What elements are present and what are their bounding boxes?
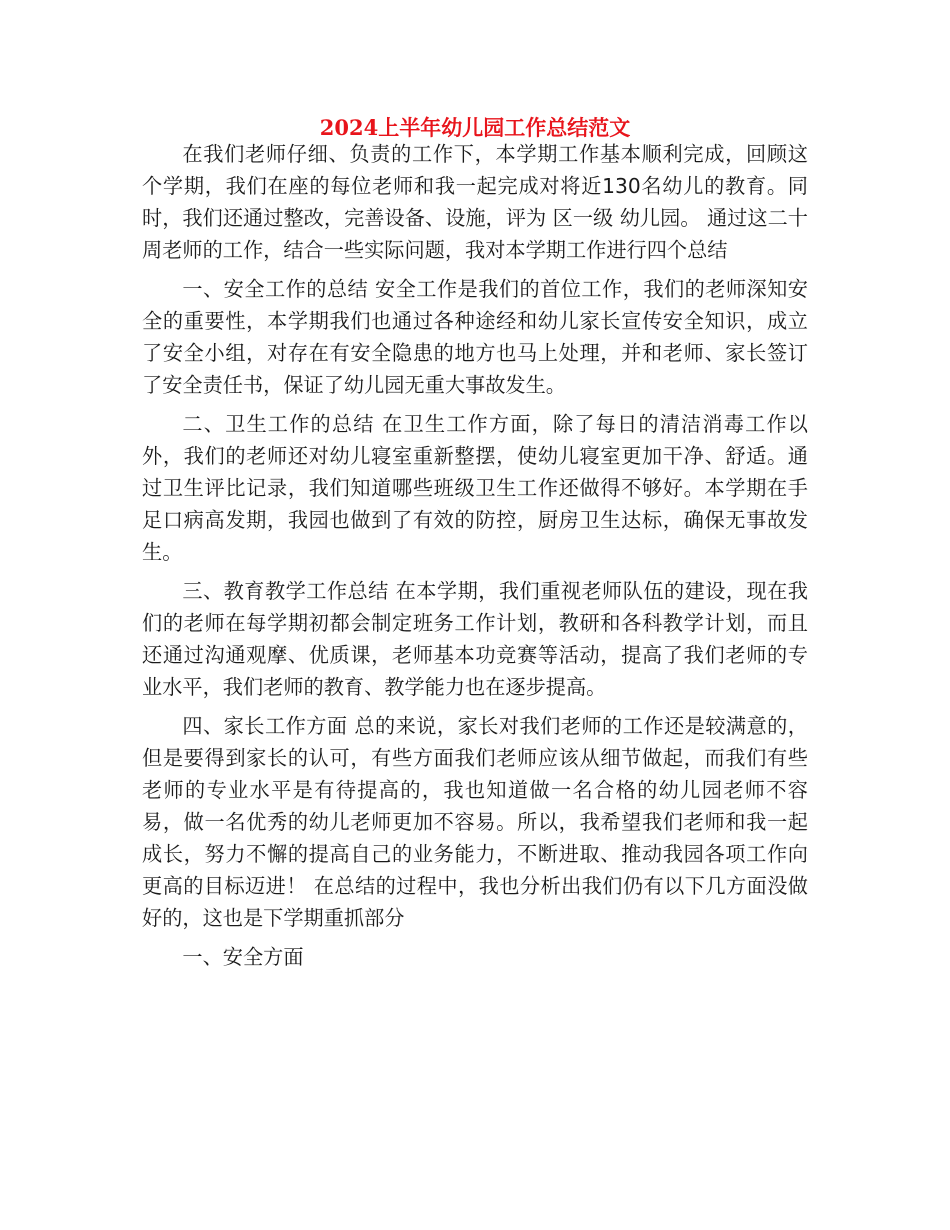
paragraph-intro: 在我们老师仔细、负责的工作下，本学期工作基本顺利完成，回顾这个学期，我们在座的每位老师和我一起完成对将近130名幼儿的教育。同时，我们还通过整改，完善设备、设施，评为 区一级 幼儿园。 通过这二十周老师的工作，结合一些实际问题，我对本学期工作进行四个总结	[142, 142, 808, 262]
paragraph-teaching-summary: 三、教育教学工作总结 在本学期，我们重视老师队伍的建设，现在我们的老师在每学期初都会制定班务工作计划，教研和各科教学计划，而且还通过沟通观摩、优质课，老师基本功竞赛等活动，提高了我们老师的专业水平，我们老师的教育、教学能力也在逐步提高。	[142, 579, 808, 699]
paragraph-safety-summary: 一、安全工作的总结 安全工作是我们的首位工作，我们的老师深知安全的重要性，本学期我们也通过各种途经和幼儿家长宣传安全知识，成立了安全小组，对存在有安全隐患的地方也马上处理，并和老师、家长签订了安全责任书，保证了幼儿园无重大事故发生。	[142, 277, 808, 397]
document-body	[142, 138, 808, 980]
paragraph-hygiene-summary: 二、卫生工作的总结 在卫生工作方面，除了每日的清洁消毒工作以外，我们的老师还对幼儿寝室重新整摆，使幼儿寝室更加干净、舒适。通过卫生评比记录，我们知道哪些班级卫生工作还做得不够好。本学期在手足口病高发期，我园也做到了有效的防控，厨房卫生达标，确保无事故发生。	[142, 412, 808, 564]
paragraph-parent-work: 四、家长工作方面 总的来说，家长对我们老师的工作还是较满意的，但是要得到家长的认可，有些方面我们老师应该从细节做起，而我们有些老师的专业水平是有待提高的，我也知道做一名合格的幼儿园老师不容易，做一名优秀的幼儿老师更加不容易。所以，我希望我们老师和我一起成长，努力不懈的提高自己的业务能力，不断进取、推动我园各项工作向更高的目标迈进！ 在总结的过程中，我也分析出我们仍有以下几方面没做好的，这也是下学期重抓部分	[142, 714, 808, 930]
paragraph-safety-heading: 一、安全方面	[182, 945, 304, 969]
document-title: 2024上半年幼儿园工作总结范文	[319, 115, 631, 140]
